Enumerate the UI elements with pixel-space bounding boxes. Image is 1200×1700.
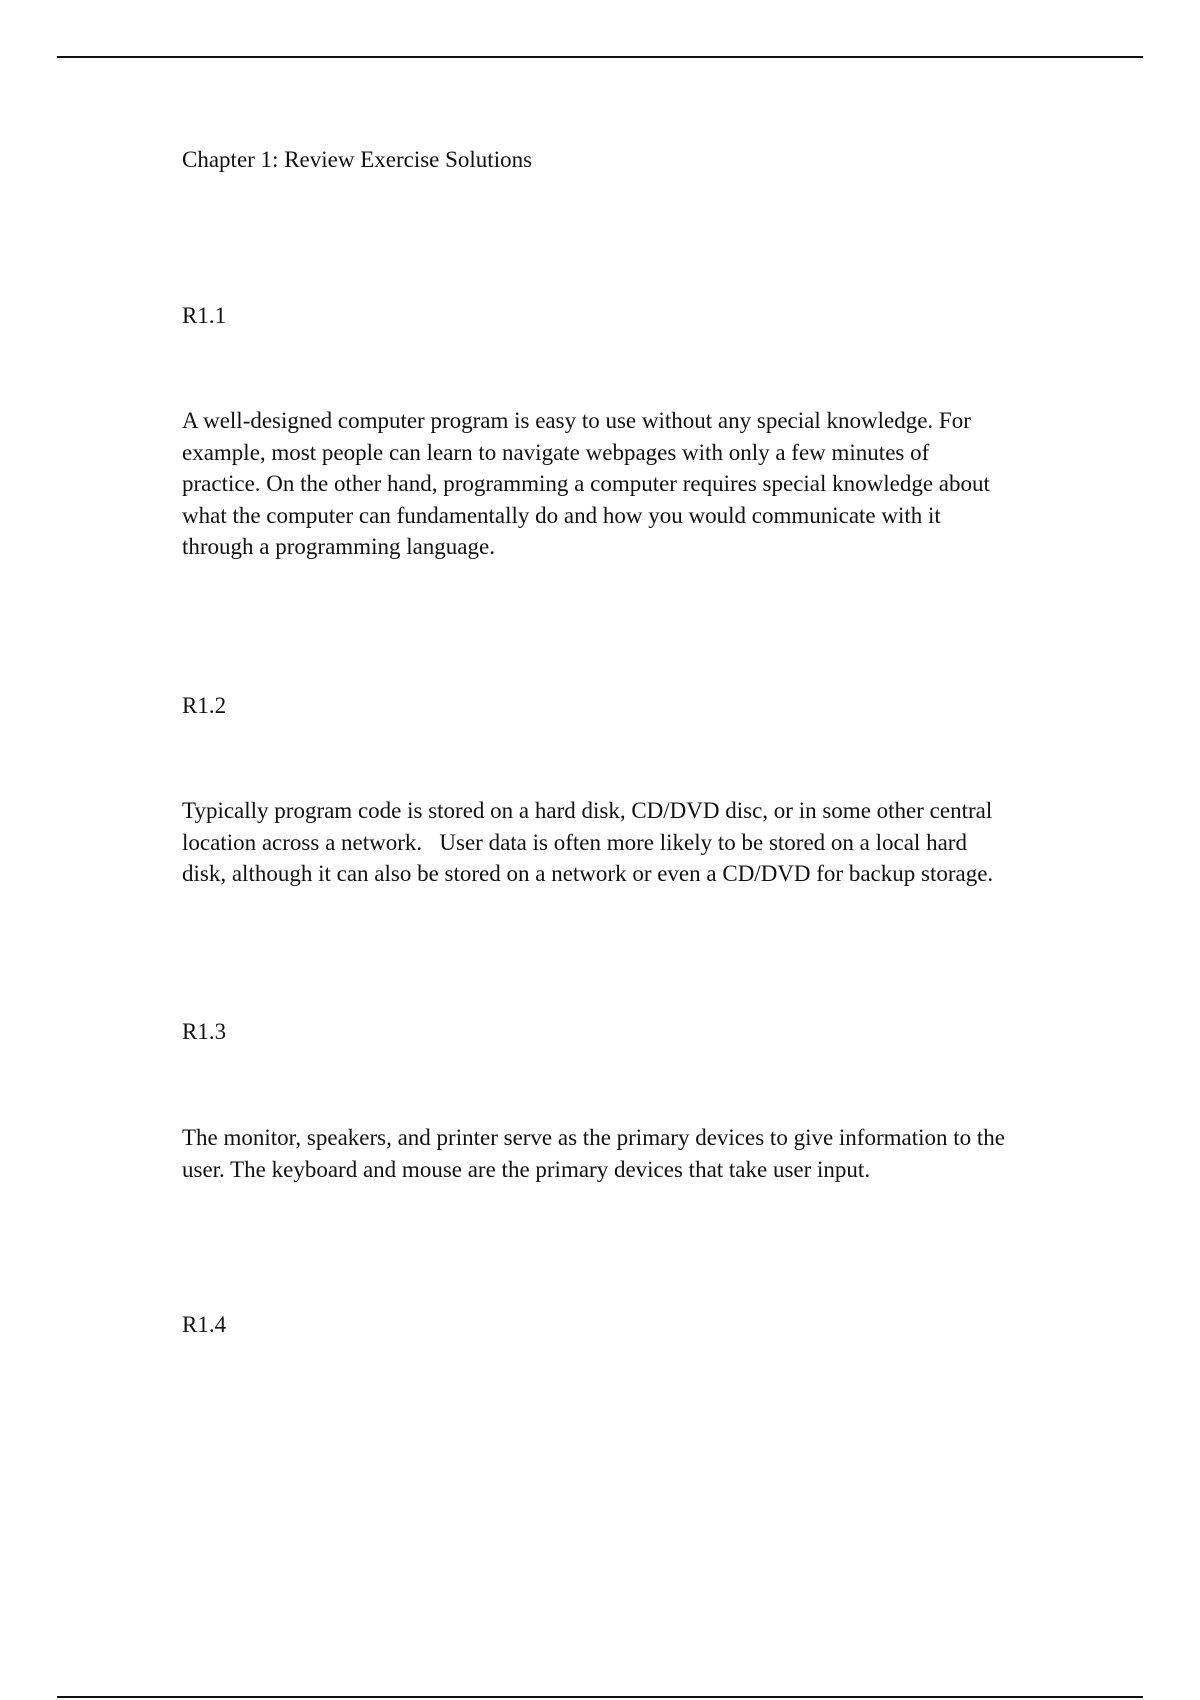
top-rule: [57, 56, 1143, 58]
body-line: The monitor, speakers, and printer serve as the primary devices to give information to the: [182, 1125, 1005, 1150]
section-heading-r1-2: R1.2: [182, 693, 227, 718]
section-body-r1-2: [182, 795, 1062, 890]
body-line: A well-designed computer program is easy to use without any special knowledge. For: [182, 408, 971, 433]
bottom-rule: [57, 1696, 1143, 1698]
body-line: location across a network. User data is often more likely to be stored on a local hard: [182, 829, 967, 855]
body-line: example, most people can learn to navigate webpages with only a few minutes of: [182, 439, 930, 465]
body-line: disk, although it can also be stored on a network or even a CD/DVD for backup storage.: [182, 861, 994, 886]
body-line: what the computer can fundamentally do and how you would communicate with it: [182, 502, 941, 528]
section-body-r1-3: [182, 1122, 1062, 1185]
body-line: through a programming language.: [182, 534, 495, 559]
section-heading-r1-1: R1.1: [182, 303, 227, 328]
section-body-r1-1: [182, 405, 1062, 563]
body-line: user. The keyboard and mouse are the primary devices that take user input.: [182, 1156, 871, 1182]
body-line: Typically program code is stored on a hard disk, CD/DVD disc, or in some other central: [182, 798, 993, 823]
page-title: Chapter 1: Review Exercise Solutions: [182, 147, 533, 172]
body-line: practice. On the other hand, programming a computer requires special knowledge about: [182, 471, 990, 496]
section-heading-r1-4: R1.4: [182, 1312, 227, 1337]
section-heading-r1-3: R1.3: [182, 1019, 227, 1044]
